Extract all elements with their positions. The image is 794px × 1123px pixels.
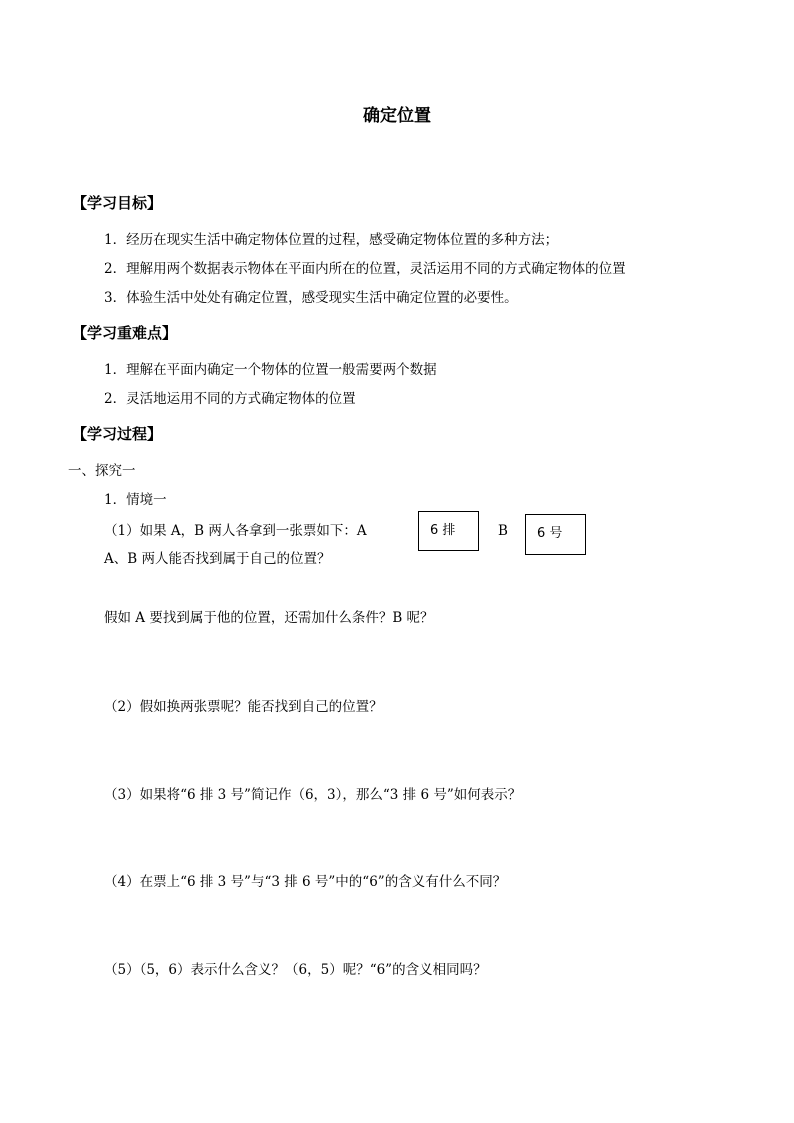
- objectives-heading: 【学习目标】: [72, 194, 163, 212]
- key-point-item-1: 1．理解在平面内确定一个物体的位置一般需要两个数据: [104, 362, 437, 378]
- ticket-a-text: 6 排: [430, 523, 456, 538]
- ticket-b-label: B: [498, 523, 508, 539]
- question-4: （4）在票上“6 排 3 号”与“3 排 6 号”中的“6”的含义有什么不同？: [104, 874, 507, 890]
- question-1-continuation: A、B 两人能否找到属于自己的位置？: [104, 551, 331, 567]
- question-5: （5）（5，6）表示什么含义？（6，5）呢？“6”的含义相同吗？: [104, 962, 487, 978]
- key-point-item-2: 2．灵活地运用不同的方式确定物体的位置: [104, 391, 356, 407]
- objective-item-3: 3．体验生活中处处有确定位置，感受现实生活中确定位置的必要性。: [104, 290, 518, 306]
- ticket-b-box: [525, 514, 586, 555]
- section-explore-one: 一、探究一: [68, 463, 136, 479]
- objective-item-1: 1．经历在现实生活中确定物体位置的过程，感受确定物体位置的多种方法；: [104, 232, 559, 248]
- key-points-heading: 【学习重难点】: [72, 324, 178, 342]
- ticket-a-box: [418, 511, 479, 551]
- question-1: （1）如果 A，B 两人各拿到一张票如下：A: [104, 523, 367, 539]
- question-1-followup: 假如 A 要找到属于他的位置，还需加什么条件？B 呢？: [104, 610, 434, 626]
- ticket-b-text: 6 号: [537, 526, 563, 541]
- question-3: （3）如果将“6 排 3 号”简记作（6，3），那么“3 排 6 号”如何表示？: [104, 787, 522, 803]
- process-heading: 【学习过程】: [72, 425, 163, 443]
- page-title: 确定位置: [363, 106, 431, 126]
- scenario-one: 1．情境一: [104, 492, 167, 508]
- objective-item-2: 2．理解用两个数据表示物体在平面内所在的位置，灵活运用不同的方式确定物体的位置: [104, 261, 626, 277]
- question-2: （2）假如换两张票呢？能否找到自己的位置？: [104, 699, 383, 715]
